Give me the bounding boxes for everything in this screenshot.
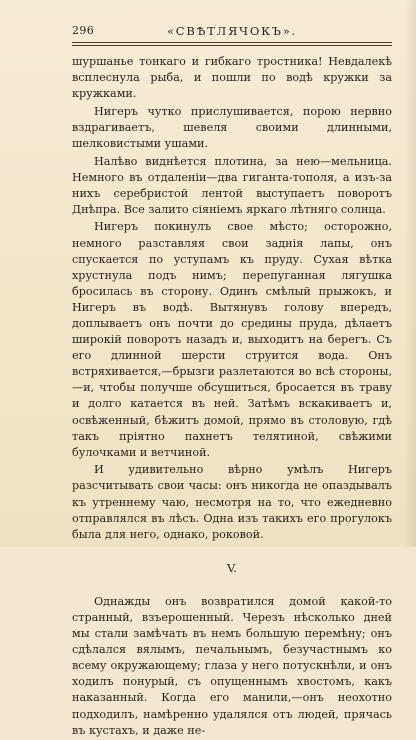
paragraph: Однажды онъ возвратился домой какой-то странный, взъерошенный. Черезъ нѣсколько дней мы стали замѣчать въ немъ большую перемѣну; онъ сдѣлался вялымъ, печальнымъ, безучастнымъ ко всему окружающему; глаза у него потускнѣли, и онъ ходилъ понурый, съ опущеннымъ хвостомъ, какъ наказанный. Когда его манили,—онъ неохотно подходилъ, намѣренно удалялся отъ людей, прячась въ кустахъ, и даже не- <box>72 594 392 737</box>
chapter-heading: V. <box>227 560 237 575</box>
page-number: 296 <box>72 24 95 37</box>
paragraph: шуршанье тонкаго и гибкаго тростника! Невдалекѣ всплеснула рыба, и пошли по водѣ кружки за кружками. <box>72 55 392 101</box>
paragraph: И удивительно вѣрно умѣлъ Нигеръ разсчитывать свои часы: онъ никогда не опаздывалъ къ утреннему чаю, несмотря на то, что ежедневно отправлялся въ лѣсъ. Одна изъ такихъ его прогулокъ была для него, однако, роковой. <box>72 463 392 541</box>
paragraph: Нигеръ чутко прислушивается, порою нервно вздрагиваетъ, шевеля своими длинными, шелковистыми ушами. <box>72 104 392 150</box>
page-edge-shadow <box>404 0 416 547</box>
page-header <box>72 24 392 40</box>
body-text <box>72 54 392 740</box>
paragraph: Нигеръ покинулъ свое мѣсто; осторожно, немного разставляя свои заднія лапы, онъ спускается по уступамъ къ пруду. Сухая вѣтка хрустнула подъ нимъ; перепуганная лягушка бросилась въ сторону. Одинъ смѣлый прыжокъ, и Нигеръ въ водѣ. Вытянувъ голову впередъ, доплываетъ онъ почти до средины пруда, дѣлаетъ широкій поворотъ назадъ и, выходитъ на берегъ. Съ его длинной шерсти струится вода. Онъ встряхивается,—брызги разлетаются во всѣ стороны,—и, чтобы получше обсушиться, бросается въ траву и долго катается въ ней. Затѣмъ вскакиваетъ и, освѣженный, бѣжитъ домой, прямо въ столовую, гдѣ такъ пріятно пахнетъ телятиной, свѣжими булочками и ветчиной. <box>72 220 392 459</box>
paragraph: Налѣво виднѣется плотина, за нею—мельница. Немного въ отдаленіи—два гиганта-тополя, а изъ-за нихъ серебристой лентой выступаетъ поворотъ Днѣпра. Все залито сіяніемъ яркаго лѣтняго солнца. <box>72 154 392 216</box>
header-rule <box>72 42 392 46</box>
running-title: «СВѢТЛЯЧОКЪ». <box>166 24 298 38</box>
